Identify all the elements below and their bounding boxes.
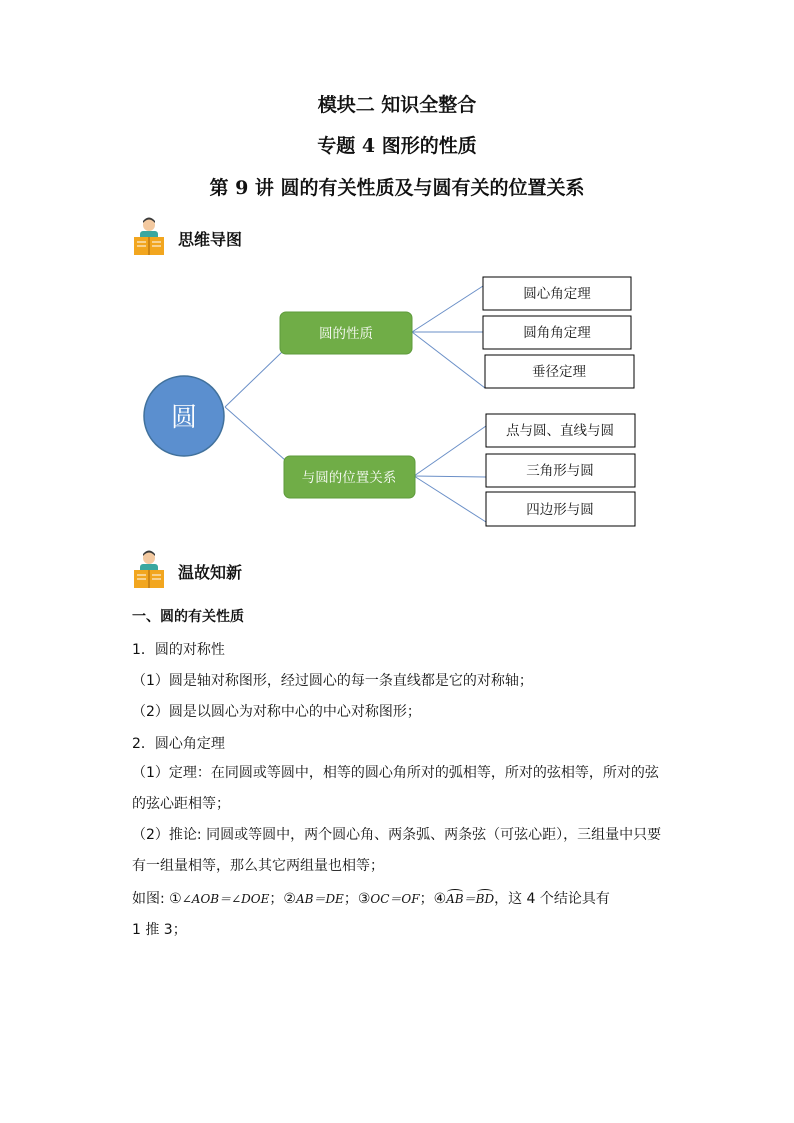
section-heading: 一、圆的有关性质 [132, 609, 244, 625]
review-heading: 温故知新 [178, 563, 243, 582]
conclusion-formula: AB＝DE [295, 892, 344, 906]
subsection-heading: 1．圆的对称性 [132, 642, 225, 658]
leaf-label: 点与圆、直线与圆 [506, 423, 614, 439]
figure-prefix: 如图: [132, 891, 170, 907]
center-label: 圆 [170, 403, 198, 433]
conclusion-number: ③ [357, 891, 371, 907]
mindmap-heading: 思维导图 [178, 230, 243, 249]
paragraph: （2）圆是以圆心为对称中心的中心对称图形； [132, 704, 421, 720]
leaf-label: 三角形与圆 [526, 463, 594, 479]
lecture-title: 第 9 讲 圆的有关性质及与圆有关的位置关系 [209, 177, 585, 199]
arc-formula: AB [446, 892, 464, 906]
branch-label-properties: 圆的性质 [319, 326, 373, 342]
paragraph: （1）定理：在同圆或等圆中，相等的圆心角所对的弧相等，所对的弦相等，所对的弦的弦心距相等； [132, 765, 659, 812]
conclusions-line [132, 888, 610, 908]
arc-formula: BD [475, 892, 495, 906]
separator: ； [343, 891, 358, 907]
figure-suffix: ，这 4 个结论具有 [494, 891, 610, 907]
leaf-label: 四边形与圆 [526, 502, 594, 518]
conclusion-number: ④ [433, 891, 447, 907]
leaf-label: 圆心角定理 [523, 286, 591, 302]
branch-label-relations: 与圆的位置关系 [301, 470, 397, 486]
topic-title: 专题 4 图形的性质 [317, 135, 477, 157]
conclusion-formula: ∠AOB＝∠DOE [181, 892, 270, 906]
separator: ； [269, 891, 284, 907]
conclusion-number: ① [169, 891, 182, 907]
conclusion-formula: OC＝OF [370, 892, 420, 906]
reader-icon [132, 550, 170, 592]
leaf-label: 垂径定理 [532, 364, 586, 380]
paragraph: 1 推 3； [132, 922, 187, 938]
equals-sign: ＝ [463, 892, 476, 906]
module-title: 模块二 知识全整合 [317, 94, 477, 116]
paragraph: （2）推论: 同圆或等圆中，两个圆心角、两条弧、两条弦（可弦心距），三组量中只要有一组量相等，那么其它两组量也相等； [132, 827, 662, 874]
separator: ； [419, 891, 434, 907]
subsection-heading: 2．圆心角定理 [132, 736, 225, 752]
paragraph: （1）圆是轴对称图形，经过圆心的每一条直线都是它的对称轴； [132, 673, 533, 689]
leaf-label: 圆角角定理 [523, 325, 591, 341]
mind-map [0, 0, 794, 540]
conclusion-number: ② [283, 891, 296, 907]
